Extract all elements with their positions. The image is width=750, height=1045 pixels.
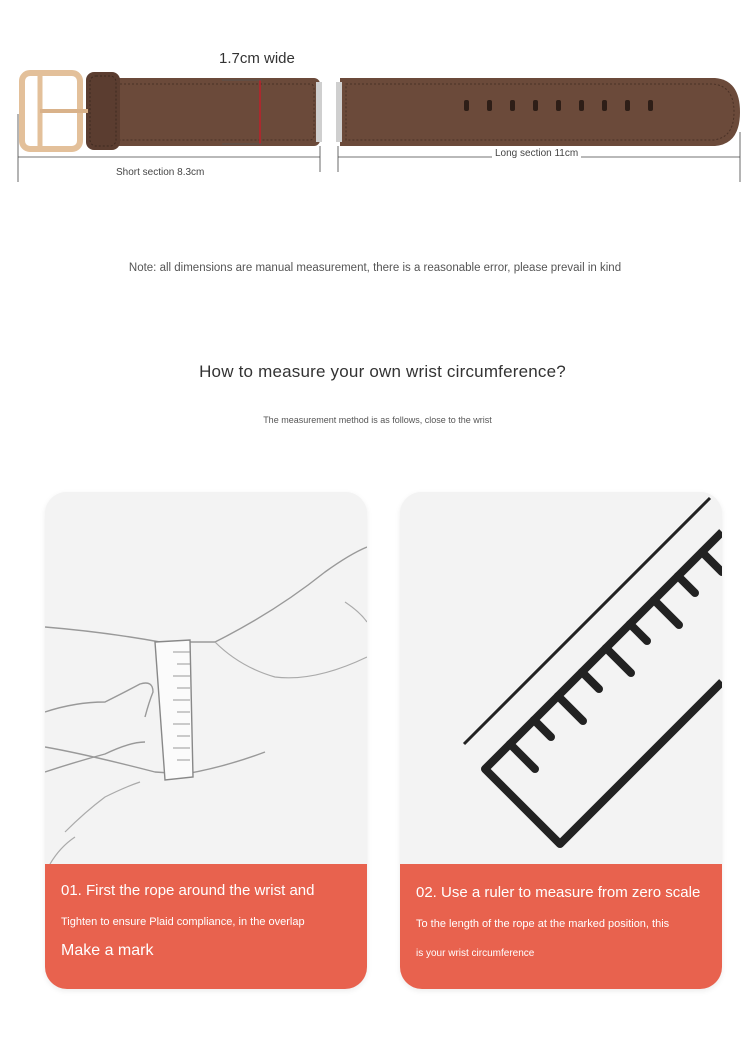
step-panel-1 bbox=[45, 864, 367, 989]
step-2-title: 02. Use a ruler to measure from zero scale bbox=[416, 884, 701, 901]
ruler-illustration bbox=[400, 492, 722, 864]
buckle-icon bbox=[22, 73, 88, 149]
step-1-line3: Make a mark bbox=[61, 942, 154, 959]
step-panel-2 bbox=[400, 864, 722, 989]
measurement-note: Note: all dimensions are manual measurement, there is a reasonable error, please prevail in kind bbox=[128, 262, 622, 274]
section-heading: How to measure your own wrist circumference? bbox=[199, 362, 566, 381]
step-1-line2: Tighten to ensure Plaid compliance, in the overlap bbox=[61, 916, 305, 928]
wrist-rope-illustration bbox=[45, 492, 367, 864]
long-strap-section bbox=[336, 78, 740, 146]
step-2-line2: To the length of the rope at the marked position, this bbox=[416, 918, 670, 930]
strap-width-label: 1.7cm wide bbox=[219, 50, 295, 67]
long-section-label: Long section 11cm bbox=[492, 148, 581, 159]
step-card-1 bbox=[45, 492, 367, 989]
short-strap-section bbox=[86, 72, 322, 150]
step-1-title: 01. First the rope around the wrist and bbox=[61, 882, 315, 899]
step-card-2 bbox=[400, 492, 722, 989]
step-2-line3: is your wrist circumference bbox=[416, 948, 535, 959]
short-section-label: Short section 8.3cm bbox=[113, 167, 207, 178]
section-subheading: The measurement method is as follows, close to the wrist bbox=[263, 415, 492, 425]
